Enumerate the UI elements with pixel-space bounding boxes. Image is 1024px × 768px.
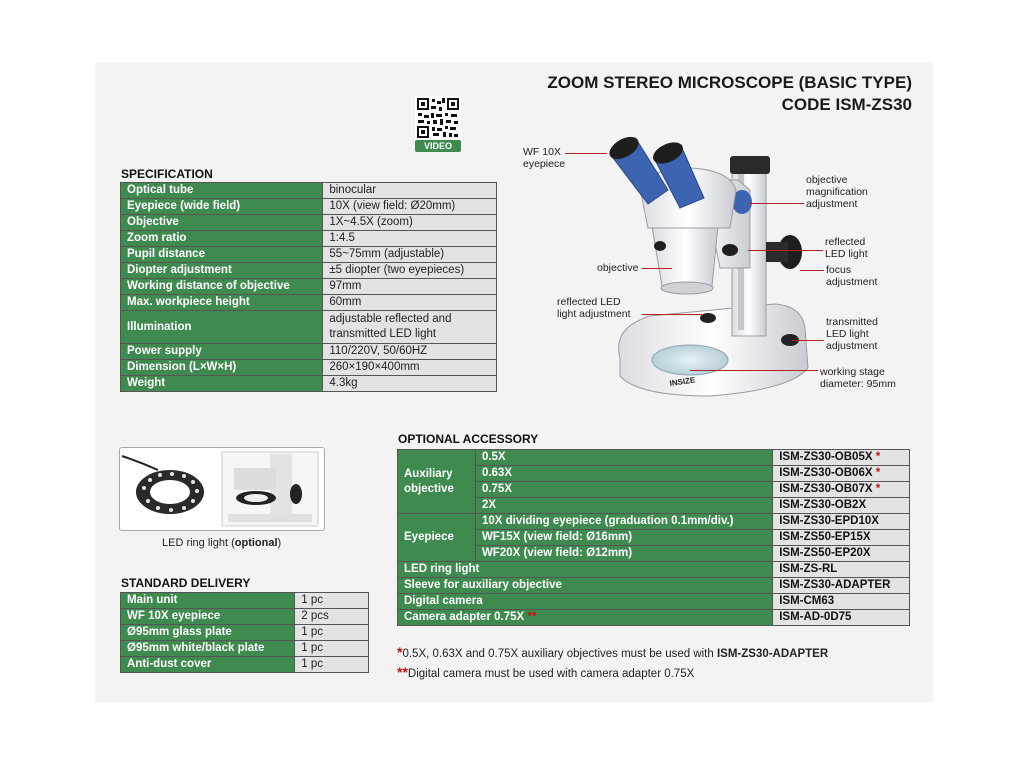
accessory-group: Eyepiece <box>398 514 476 562</box>
accessory-code: ISM-ZS50-EP15X <box>773 530 910 546</box>
delivery-qty: 1 pc <box>295 641 369 657</box>
title-line-2: CODE ISM-ZS30 <box>781 95 912 114</box>
callout-line: LED light <box>826 328 869 340</box>
caption-text: LED ring light ( <box>162 537 235 549</box>
callout-line: reflected LED <box>557 296 621 308</box>
delivery-qty: 1 pc <box>295 657 369 673</box>
accessory-code: ISM-ZS50-EP20X <box>773 546 910 562</box>
callout-line: adjustment <box>826 276 878 288</box>
leader-line <box>642 268 672 269</box>
specification-title: SPECIFICATION <box>121 167 213 181</box>
delivery-item: Main unit <box>121 593 295 609</box>
spec-value: 260×190×400mm <box>323 360 497 376</box>
spec-label: Zoom ratio <box>121 231 323 247</box>
table-row <box>121 279 497 295</box>
leader-line <box>565 153 607 154</box>
callout-line: transmitted <box>826 316 878 328</box>
leader-line <box>690 370 818 371</box>
delivery-qty: 1 pc <box>295 593 369 609</box>
page-title <box>480 72 912 116</box>
accessory-name: 0.5X <box>475 450 772 466</box>
star-mark: * <box>875 483 881 495</box>
callout-line: magnification <box>806 186 868 198</box>
spec-value: 10X (view field: Ø20mm) <box>323 199 497 215</box>
callout-focus <box>826 264 877 288</box>
ring-light-image <box>119 447 325 531</box>
callout-line: reflected <box>825 236 866 248</box>
name-text: Camera adapter 0.75X <box>404 611 525 623</box>
callout-line: working stage <box>820 366 885 378</box>
accessory-name: 0.63X <box>475 466 772 482</box>
accessory-name: WF15X (view field: Ø16mm) <box>475 530 772 546</box>
leader-line <box>642 314 702 315</box>
table-row <box>398 450 910 466</box>
spec-label: Optical tube <box>121 183 323 199</box>
accessory-code: ISM-ZS30-EPD10X <box>773 514 910 530</box>
footnote-2 <box>397 664 694 680</box>
delivery-item: WF 10X eyepiece <box>121 609 295 625</box>
code-text: ISM-ZS30-OB07X <box>779 483 873 495</box>
spec-label: Objective <box>121 215 323 231</box>
standard-delivery-title: STANDARD DELIVERY <box>121 576 251 590</box>
accessory-name: WF20X (view field: Ø12mm) <box>475 546 772 562</box>
table-row <box>121 183 497 199</box>
table-row <box>121 263 497 279</box>
accessory-group <box>398 450 476 514</box>
table-row <box>121 360 497 376</box>
spec-value: ±5 diopter (two eyepieces) <box>323 263 497 279</box>
spec-value-line: adjustable reflected and <box>329 313 452 325</box>
spec-label: Eyepiece (wide field) <box>121 199 323 215</box>
spec-label: Working distance of objective <box>121 279 323 295</box>
accessory-name: 0.75X <box>475 482 772 498</box>
spec-label: Power supply <box>121 344 323 360</box>
delivery-qty: 1 pc <box>295 625 369 641</box>
brand-logo-text: INSIZE <box>669 375 696 388</box>
spec-value-line: transmitted LED light <box>329 328 437 340</box>
callout-line: light adjustment <box>557 308 631 320</box>
callout-line: diameter: 95mm <box>820 378 896 390</box>
delivery-item: Ø95mm glass plate <box>121 625 295 641</box>
ring-light-icon <box>120 448 324 530</box>
qr-code[interactable] <box>415 96 461 152</box>
note-bold: ISM-ZS30-ADAPTER <box>716 648 829 660</box>
callout-line: adjustment <box>806 198 858 210</box>
spec-label: Pupil distance <box>121 247 323 263</box>
spec-value: 1X~4.5X (zoom) <box>323 215 497 231</box>
spec-label: Illumination <box>121 311 323 344</box>
accessory-code: ISM-ZS-RL <box>773 562 910 578</box>
spec-label: Dimension (L×W×H) <box>121 360 323 376</box>
table-row <box>121 609 369 625</box>
table-row <box>121 593 369 609</box>
accessory-name: 2X <box>475 498 772 514</box>
title-line-1: ZOOM STEREO MICROSCOPE (BASIC TYPE) <box>547 73 912 92</box>
specification-table <box>120 182 497 392</box>
table-row <box>121 344 497 360</box>
table-row <box>398 610 910 626</box>
callout-line: objective <box>806 174 848 186</box>
caption-optional: optional <box>234 537 278 549</box>
spec-value <box>323 311 497 344</box>
accessory-code: ISM-ZS30-ADAPTER <box>773 578 910 594</box>
star-mark: ** <box>527 611 537 623</box>
table-row <box>121 215 497 231</box>
accessory-code <box>773 450 910 466</box>
callout-line: LED light <box>825 248 868 260</box>
group-line: Auxiliary <box>404 467 453 480</box>
star-mark: * <box>397 644 403 660</box>
spec-value: 4.3kg <box>323 376 497 392</box>
spec-value: binocular <box>323 183 497 199</box>
callout-line: eyepiece <box>523 158 566 170</box>
delivery-qty: 2 pcs <box>295 609 369 625</box>
spec-value: 110/220V, 50/60HZ <box>323 344 497 360</box>
table-row <box>121 295 497 311</box>
star-mark: * <box>875 467 881 479</box>
optional-accessory-table <box>397 449 910 626</box>
accessory-code: ISM-AD-0D75 <box>773 610 910 626</box>
star-mark: * <box>875 451 881 463</box>
delivery-item: Anti-dust cover <box>121 657 295 673</box>
table-row <box>121 625 369 641</box>
accessory-code: ISM-CM63 <box>773 594 910 610</box>
accessory-name: Digital camera <box>398 594 773 610</box>
table-row <box>398 578 910 594</box>
table-row <box>121 376 497 392</box>
optional-accessory-title: OPTIONAL ACCESSORY <box>398 432 539 446</box>
accessory-code <box>773 498 910 514</box>
table-row <box>398 514 910 530</box>
callout-line: adjustment <box>826 340 878 352</box>
table-row <box>398 562 910 578</box>
table-row <box>121 641 369 657</box>
spec-label: Diopter adjustment <box>121 263 323 279</box>
callout-line: WF 10X <box>523 146 561 158</box>
accessory-name: LED ring light <box>398 562 773 578</box>
table-row <box>398 594 910 610</box>
callout-stage <box>820 366 896 390</box>
code-text: ISM-ZS30-OB06X <box>779 467 873 479</box>
group-line: objective <box>404 482 454 495</box>
qr-video-label: VIDEO <box>423 141 452 151</box>
spec-value: 97mm <box>323 279 497 295</box>
callout-objective <box>597 262 638 274</box>
spec-value: 55~75mm (adjustable) <box>323 247 497 263</box>
accessory-name: 10X dividing eyepiece (graduation 0.1mm/div.) <box>475 514 772 530</box>
star-mark: ** <box>397 664 408 680</box>
table-row <box>121 247 497 263</box>
leader-line <box>800 270 824 271</box>
spec-label: Max. workpiece height <box>121 295 323 311</box>
leader-line <box>792 340 824 341</box>
callout-eyepiece <box>523 146 565 170</box>
table-row <box>121 311 497 344</box>
note-text: 0.5X, 0.63X and 0.75X auxiliary objectives must be used with <box>402 648 717 660</box>
accessory-name: Sleeve for auxiliary objective <box>398 578 773 594</box>
callout-reflected-adjustment <box>557 296 631 320</box>
spec-label: Weight <box>121 376 323 392</box>
table-row <box>121 657 369 673</box>
code-text: ISM-ZS30-OB05X <box>779 451 873 463</box>
leader-line <box>748 250 823 251</box>
standard-delivery-table <box>120 592 369 673</box>
callout-line: objective <box>597 262 639 274</box>
ring-light-caption <box>162 537 281 549</box>
footnote-1 <box>397 644 828 660</box>
code-text: ISM-ZS30-OB2X <box>779 499 867 511</box>
callout-reflected-led <box>825 236 868 260</box>
leader-line <box>748 203 804 204</box>
table-row <box>121 199 497 215</box>
spec-value: 60mm <box>323 295 497 311</box>
callout-line: focus <box>826 264 852 276</box>
callout-objective-magnification <box>806 174 868 210</box>
note-text: Digital camera must be used with camera adapter 0.75X <box>407 668 695 680</box>
spec-value: 1:4.5 <box>323 231 497 247</box>
caption-end: ) <box>277 537 282 549</box>
delivery-item: Ø95mm white/black plate <box>121 641 295 657</box>
accessory-code <box>773 466 910 482</box>
accessory-code <box>773 482 910 498</box>
accessory-name <box>398 610 773 626</box>
callout-transmitted <box>826 316 878 352</box>
table-row <box>121 231 497 247</box>
